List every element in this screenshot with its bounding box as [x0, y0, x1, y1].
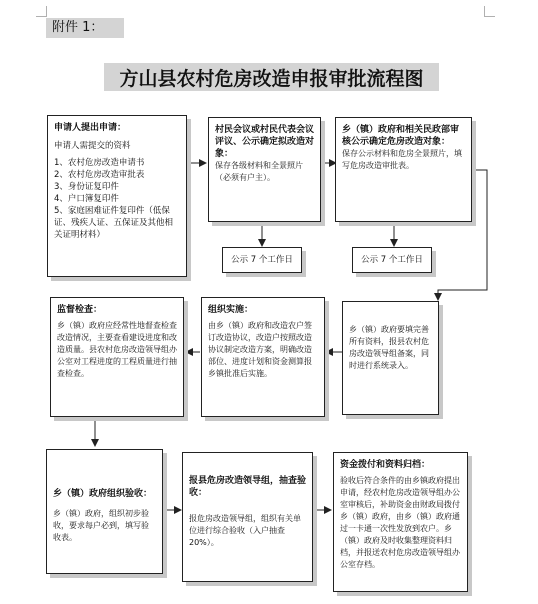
apply-document-list: [54, 157, 180, 241]
apply-document-item: 2、农村危房改造审批表: [54, 170, 145, 180]
village-box: [208, 117, 321, 222]
supervise-heading: 监督检查：: [57, 305, 103, 315]
notice-left-text: 公示 7 个工作日: [231, 255, 293, 265]
county-check-heading: 报县危房改造领导组，抽查验收：: [189, 476, 307, 498]
attachment-label: 附件 1：: [46, 18, 124, 38]
acceptance-box: [46, 449, 163, 574]
county-check-box: [182, 452, 313, 582]
village-body: 保存各级材料和全景照片（必须有户主）。: [215, 161, 303, 182]
organize-body: 由乡（镇）政府和改造农户签订改造协议，改造户按照改造协议制定改造方案，明确改造部位、进度计划和资金测算报乡镇批准后实施。: [208, 321, 312, 378]
acceptance-heading: 乡（镇）政府组织验收：: [53, 489, 153, 499]
township-review-heading: 乡（镇）政府和相关民政部审核公示确定危房改造对象：: [342, 125, 460, 147]
apply-document-item: 4、户口簿复印件: [54, 194, 119, 204]
report-body: 乡（镇）政府要填完善所有资料，报县农村危房改造领导组备案，同时进行系统录入。: [349, 325, 429, 370]
page-title-text: 方山县农村危房改造申报审批流程图: [119, 67, 424, 90]
apply-box: [47, 115, 187, 277]
funding-heading: 资金拨付和资料归档：: [340, 460, 431, 470]
notice-box-left: [222, 247, 302, 273]
apply-document-item: 5、家庭困难证件复印件（低保证、残疾人证、五保证及其他相关证明材料）: [54, 206, 174, 240]
apply-document-item: 3、身份证复印件: [54, 182, 119, 192]
township-review-body: 保存公示材料和危房全景照片，填写危房改造审批表。: [342, 149, 462, 170]
organize-heading: 组织实施：: [208, 305, 254, 315]
apply-document-item: 1、农村危房改造申请书: [54, 158, 145, 168]
supervise-box: [50, 297, 184, 417]
village-heading: 村民会议或村民代表会议评议、公示确定拟改造对象：: [215, 125, 315, 159]
notice-box-right: [352, 247, 432, 273]
township-review-box: [335, 117, 472, 222]
funding-body: 验收后符合条件的由乡镇政府提出申请，经农村危房改造领导组办公室审核后，补助资金由财政局拨付乡（镇）政府，由乡（镇）政府通过一卡通一次性发放到农户。乡（镇）政府及时收集整理资料归档，并报送农村危房改造领导组办公室存档。: [340, 476, 460, 569]
apply-heading: 申请人提出申请：: [54, 123, 127, 133]
apply-subheading: 申请人需提交的资料: [54, 141, 131, 151]
organize-box: [201, 297, 325, 417]
supervise-body: 乡（镇）政府应经常性地督查检查改造情况，主要查看建设进度和改造质量。县农村危房改造领导组办公室对工程进度的工程质量进行抽查检查。: [57, 321, 177, 378]
acceptance-body: 乡（镇）政府，组织初步验收，要求每户必到，填写验收表。: [53, 509, 149, 542]
funding-box: [333, 452, 468, 592]
county-check-body: 报危房改造领导组，组织有关单位进行综合验收（入户抽查 20%）。: [189, 514, 301, 547]
report-box: [342, 301, 439, 415]
notice-right-text: 公示 7 个工作日: [361, 255, 423, 265]
